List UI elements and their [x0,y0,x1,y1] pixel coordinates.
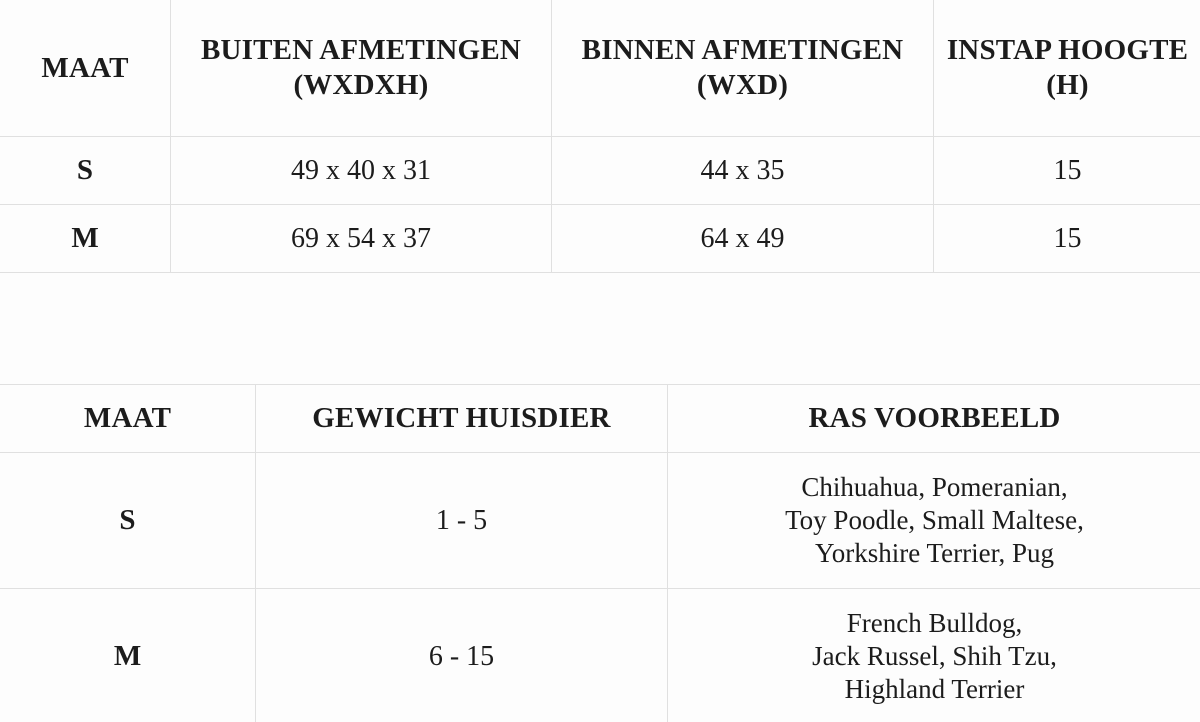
cell-breed-examples [668,453,1200,589]
cell-outer-dimensions: 49 x 40 x 31 [171,137,552,205]
header-cell-binnen-afmetingen [552,0,934,137]
header-cell-buiten-afmetingen [171,0,552,137]
header-title: BINNEN AFMETINGEN [581,34,904,66]
header-cell-maat [0,385,256,453]
cell-size: M [0,589,256,722]
cell-inner-dimensions: 64 x 49 [552,205,934,273]
header-title: GEWICHT HUISDIER [312,402,611,434]
cell-outer-dimensions: 69 x 54 x 37 [171,205,552,273]
header-title: BUITEN AFMETINGEN [200,34,522,66]
header-cell-maat [0,0,171,137]
dimensions-row-m [0,205,1200,273]
weight-header-row [0,385,1200,453]
cell-size: S [0,137,171,205]
weight-row-s [0,453,1200,589]
cell-size: S [0,453,256,589]
header-title: INSTAP HOOGTE [946,34,1189,66]
cell-breed-examples [668,589,1200,722]
header-title: MAAT [41,51,129,84]
header-cell-ras-voorbeeld [668,385,1200,453]
dimensions-row-s [0,137,1200,205]
header-cell-gewicht-huisdier [256,385,668,453]
dimensions-table [0,0,1200,273]
breed-line: French Bulldog, [846,608,1023,638]
header-subtitle: (WXD) [696,69,789,101]
cell-entry-height: 15 [934,205,1200,273]
cell-size: M [0,205,171,273]
header-title: RAS VOORBEELD [808,402,1061,434]
cell-pet-weight: 6 - 15 [256,589,668,722]
breed-line: Chihuahua, Pomeranian, [801,472,1068,502]
cell-entry-height: 15 [934,137,1200,205]
header-title: MAAT [83,402,172,434]
breed-line: Highland Terrier [844,674,1025,704]
breed-line: Jack Russel, Shih Tzu, [812,641,1057,671]
cell-pet-weight: 1 - 5 [256,453,668,589]
header-cell-instap-hoogte [934,0,1200,137]
weight-row-m [0,589,1200,722]
breed-line: Yorkshire Terrier, Pug [814,538,1055,568]
weight-breed-table [0,384,1200,722]
header-subtitle: (WXDXH) [293,69,429,101]
cell-inner-dimensions: 44 x 35 [552,137,934,205]
dimensions-header-row [0,0,1200,137]
header-subtitle: (H) [1046,69,1089,101]
breed-line: Toy Poodle, Small Maltese, [785,505,1084,535]
